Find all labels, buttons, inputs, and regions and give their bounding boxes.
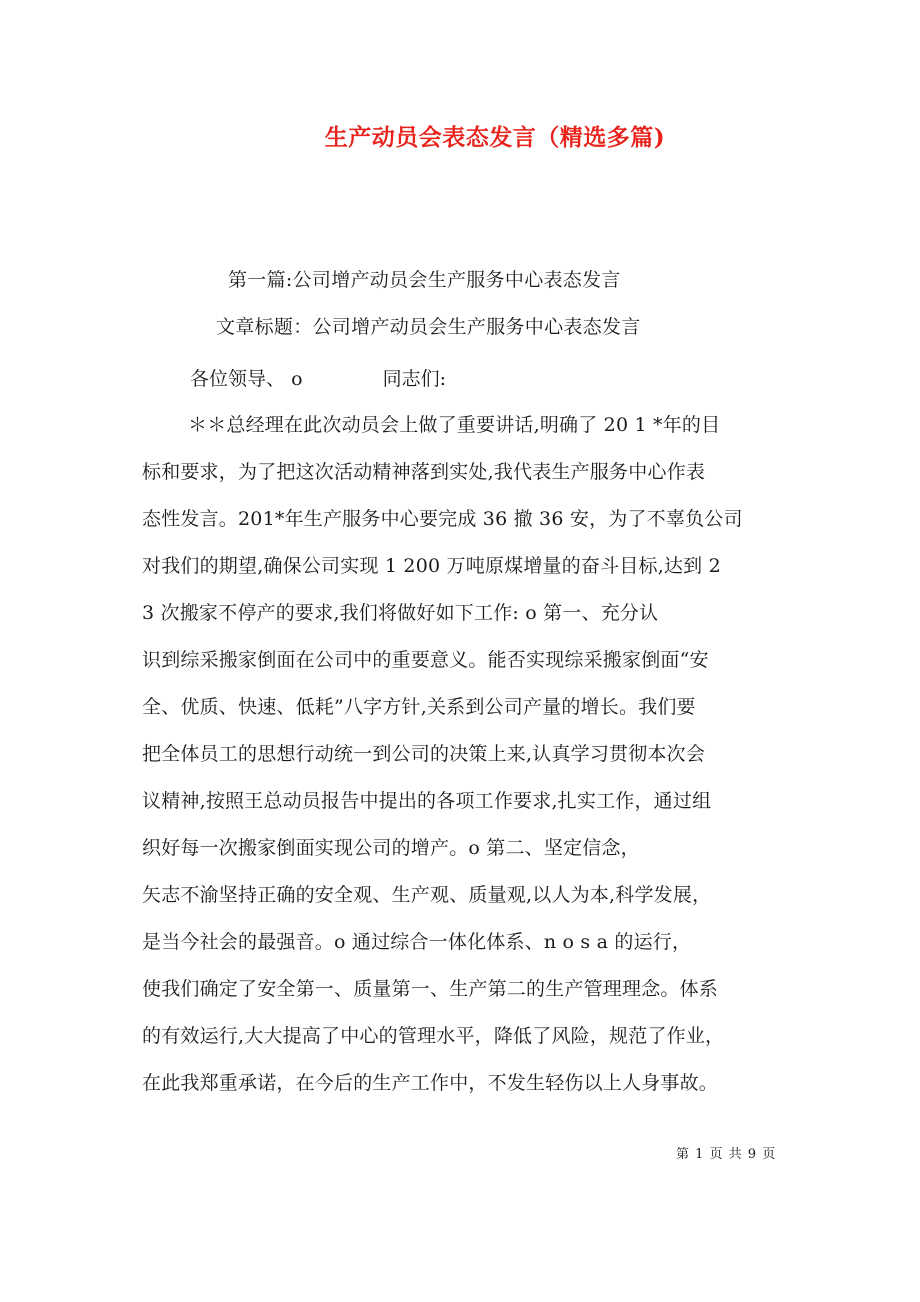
text-line: 标和要求，为了把这次活动精神落到实处,我代表生产服务中心作表	[142, 461, 706, 483]
text-line: 的有效运行,大大提高了中心的管理水平，降低了风险，规范了作业，	[142, 1025, 725, 1047]
text-line: 全、优质、快速、低耗”八字方针,关系到公司产量的增长。我们要	[142, 696, 696, 718]
text-line: 矢志不渝坚持正确的安全观、生产观、质量观,以人为本,科学发展，	[142, 884, 712, 906]
section-heading: 第一篇:公司增产动员会生产服务中心表态发言	[228, 269, 621, 291]
text-line: 3 次搬家不停产的要求,我们将做好如下工作: o 第一、充分认	[142, 602, 659, 624]
text-line: 议精神,按照王总动员报告中提出的各项工作要求,扎实工作，通过组	[142, 790, 712, 812]
text-line: 识到综采搬家倒面在公司中的重要意义。能否实现综采搬家倒面“安	[142, 649, 709, 671]
text-line: 使我们确定了安全第一、质量第一、生产第二的生产管理理念。体系	[142, 978, 719, 1000]
text-line: 在此我郑重承诺，在今后的生产工作中，不发生轻伤以上人身事故。	[142, 1072, 719, 1094]
text-line: 是当今社会的最强音。o 通过综合一体化体系、n o s a 的运行，	[142, 931, 692, 953]
document-title: 生产动员会表态发言（精选多篇)	[324, 124, 666, 151]
text-line: 态性发言。201*年生产服务中心要完成 36 撤 36 安，为了不辜负公司	[142, 508, 743, 530]
greeting-right: 同志们:	[382, 368, 447, 390]
greeting-mark: o	[291, 368, 303, 390]
article-title-line: 文章标题：公司增产动员会生产服务中心表态发言	[216, 316, 641, 338]
text-line: ＊＊总经理在此次动员会上做了重要讲话,明确了 20 1 *年的目	[188, 414, 721, 436]
body-text	[142, 410, 792, 1115]
text-line: 把全体员工的思想行动统一到公司的决策上来,认真学习贯彻本次会	[142, 743, 706, 765]
greeting-line	[190, 364, 446, 391]
text-line: 织好每一次搬家倒面实现公司的增产。o 第二、坚定信念，	[142, 837, 640, 859]
page-number: 第 1 页 共 9 页	[676, 1147, 777, 1162]
text-line: 对我们的期望,确保公司实现 1 200 万吨原煤增量的奋斗目标,达到 2	[142, 555, 721, 577]
greeting-left: 各位领导、	[190, 368, 286, 390]
